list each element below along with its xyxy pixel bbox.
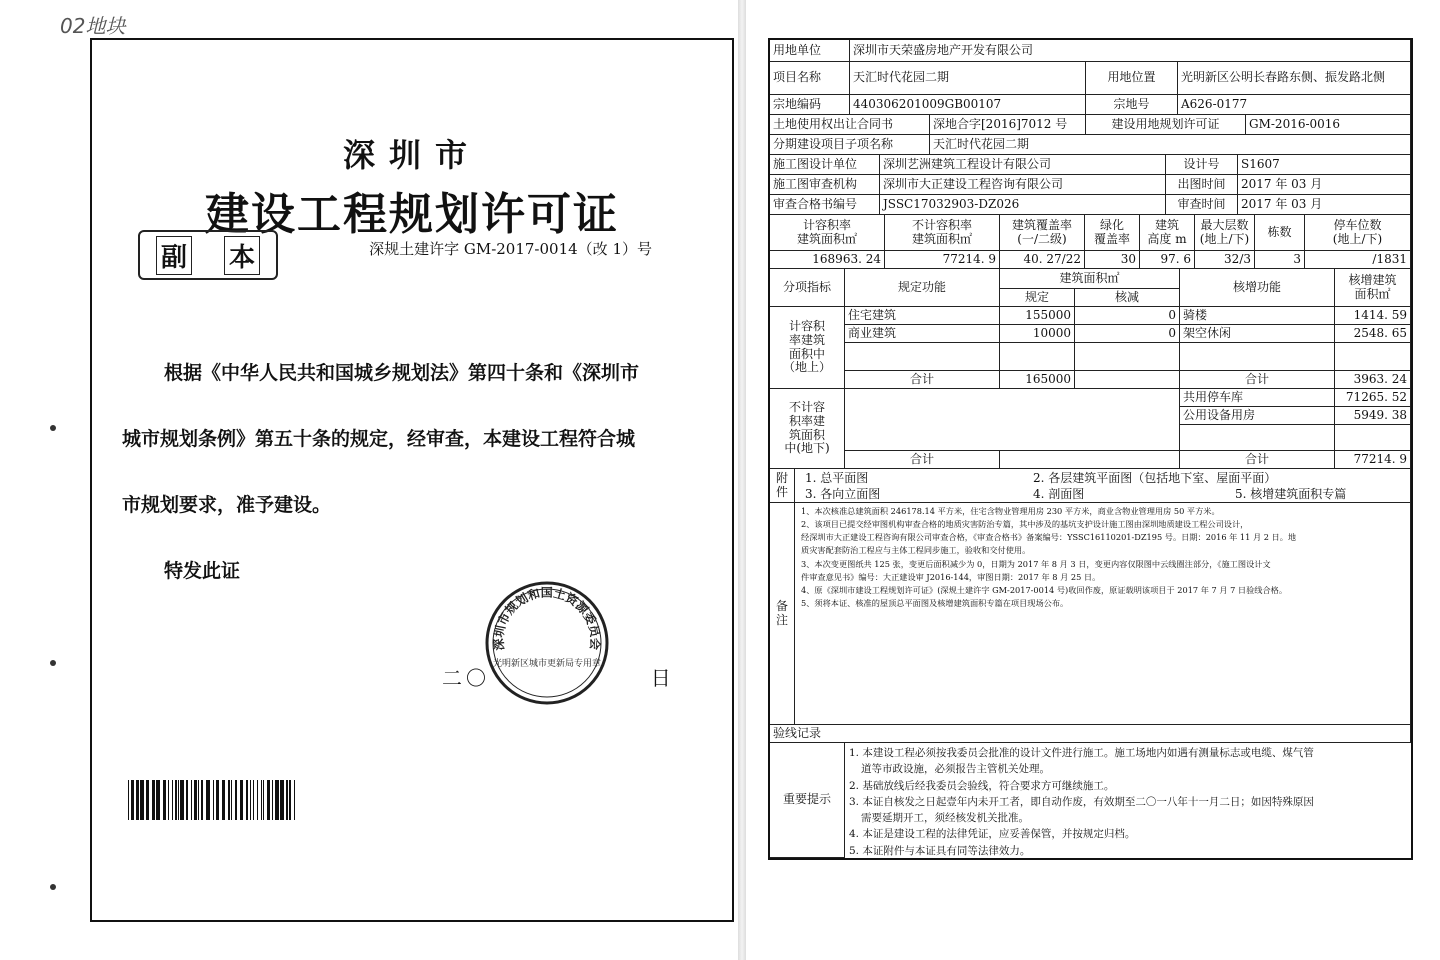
barcode-bar	[231, 780, 232, 820]
metric-header: 建筑覆盖率 (一/二级)	[1000, 215, 1085, 251]
area-cell: 共用停车库	[1180, 389, 1335, 407]
area-cell: 155000	[1000, 307, 1075, 325]
attach-label: 附 件	[770, 469, 795, 503]
barcode-bar	[267, 780, 270, 820]
date-prefix: 二〇	[442, 666, 490, 690]
remark-line: 4、原《深圳市建设工程规划许可证》(深规土建许字 GM-2017-0014 号)收回作废，原证载明该项目于 2017 年 7 月 7 日验线合格。	[801, 584, 1288, 595]
attachments-cell	[795, 469, 1411, 503]
barcode-bar	[175, 780, 177, 820]
label-cell: 土地使用权出让合同书	[770, 115, 930, 135]
remark-line: 经深圳市大正建设工程咨询有限公司审查合格，《审查合格书》备案编号：YSSC16110201-DZ195 号。日期：2016 年 11 月 2 日。地	[801, 532, 1297, 543]
tip-line: 2. 基础放线后经我委员会验线，符合要求方可继续施工。	[849, 779, 1115, 792]
value-cell: 2017 年 03 月	[1238, 175, 1411, 195]
barcode-bar	[168, 780, 169, 820]
barcode-bar	[140, 780, 144, 820]
certificate-frame	[90, 38, 734, 922]
barcode-bar	[146, 780, 149, 820]
punch-hole	[50, 660, 56, 666]
remark-line: 质灾害配套防治工程应与主体工程同步施工，验收和交付使用。	[801, 545, 1031, 556]
metric-header: 不计容积率 建筑面积㎡	[885, 215, 1000, 251]
label-cell: 项目名称	[770, 62, 850, 95]
body-line: 城市规划条例》第五十条的规定，经审查，本建设工程符合城	[122, 428, 636, 450]
attachment-item: 1. 总平面图	[805, 471, 869, 485]
tip-line: 需要延期开工，须经核发机关批准。	[861, 812, 1029, 825]
metric-value: 3	[1255, 251, 1305, 269]
area-cell: 1414. 59	[1335, 307, 1411, 325]
value-cell: S1607	[1238, 155, 1411, 175]
area-cell: 0	[1075, 325, 1180, 343]
area-total: 165000	[1000, 371, 1075, 389]
barcode-bar	[131, 780, 134, 820]
area-cell: 71265. 52	[1335, 389, 1411, 407]
area-total: 合计	[845, 451, 1000, 469]
area-total: 77214. 9	[1335, 451, 1411, 469]
barcode-bar	[289, 780, 291, 820]
page-fold	[738, 0, 746, 960]
barcode-bar	[178, 780, 179, 820]
area-cell: 2548. 65	[1335, 325, 1411, 343]
tip-line: 5. 本证附件与本证具有同等法律效力。	[849, 844, 1031, 857]
barcode-bar	[198, 780, 199, 820]
barcode-bar	[194, 780, 197, 820]
metric-header: 建筑 高度 m	[1140, 215, 1195, 251]
area-cell	[1000, 451, 1180, 469]
survey-label: 验线记录	[773, 725, 822, 740]
copy-stamp-char: 本	[224, 236, 260, 275]
copy-stamp-char: 副	[156, 236, 192, 275]
metric-header: 绿化 覆盖率	[1085, 215, 1140, 251]
official-seal	[484, 580, 610, 706]
label-cell: 宗地号	[1086, 95, 1178, 115]
value-cell: 深圳市大正建设工程咨询有限公司	[880, 175, 1166, 195]
label-cell: 审查合格书编号	[770, 195, 880, 215]
certificate-city: 深圳市	[342, 136, 481, 174]
label-cell: 宗地编码	[770, 95, 850, 115]
area-cell	[1335, 425, 1411, 451]
punch-hole	[50, 884, 56, 890]
metric-value: /1831	[1305, 251, 1411, 269]
barcode-bar	[186, 780, 188, 820]
metric-header: 停车位数 (地上/下)	[1305, 215, 1411, 251]
barcode-bar	[286, 780, 288, 820]
label-cell: 审查时间	[1166, 195, 1238, 215]
area-header: 规定	[1000, 289, 1075, 307]
area-cell: 0	[1075, 307, 1180, 325]
metric-value: 168963. 24	[770, 251, 885, 269]
metric-header: 计容积率 建筑面积㎡	[770, 215, 885, 251]
seal-inner-text: 光明新区城市更新局专用章	[492, 659, 602, 669]
area-cell	[1335, 343, 1411, 371]
remark-line: 5、须将本证、核准的屋顶总平面图及核增建筑面积专篇在项目现场公布。	[801, 597, 1069, 608]
svg-text:深圳市规划和国土资源委员会	[491, 585, 604, 651]
barcode-bar	[172, 780, 173, 820]
copy-stamp	[138, 230, 278, 280]
remark-line: 件审查意见书》编号：大正建设审 J2016-144，审图日期：2017 年 8 月 25 日。	[801, 571, 1101, 582]
remarks-cell	[795, 503, 1411, 725]
metric-value: 30	[1085, 251, 1140, 269]
barcode-bar	[222, 780, 225, 820]
tip-line: 3. 本证自核发之日起壹年内未开工者，即自动作废，有效期至二〇一八年十一月二日；如因特殊原因	[849, 795, 1314, 808]
form-page	[746, 0, 1440, 960]
metric-value: 77214. 9	[885, 251, 1000, 269]
barcode-bar	[280, 780, 284, 820]
value-cell: 2017 年 03 月	[1238, 195, 1411, 215]
area-cell	[1180, 425, 1335, 451]
metric-header: 最大层数 (地上/下)	[1195, 215, 1255, 251]
remark-line: 3、本次变更图纸共 125 张，变更后面积减少为 0，日期为 2017 年 8 月 3 日，变更内容仅限图中云线圈注部分，《施工图设计文	[801, 558, 1271, 569]
metric-value: 97. 6	[1140, 251, 1195, 269]
tip-line: 1. 本建设工程必须按我委员会批准的设计文件进行施工。施工场地内如遇有测量标志或电缆、煤气管	[849, 747, 1314, 759]
barcode-bar	[152, 780, 155, 820]
area-cell: 架空休闲	[1180, 325, 1335, 343]
value-cell: JSSC17032903-DZ026	[880, 195, 1166, 215]
barcode-bar	[240, 780, 243, 820]
certificate-body	[122, 340, 702, 604]
body-line: 根据《中华人民共和国城乡规划法》第四十条和《深圳市	[164, 362, 640, 384]
certificate-number: 深规土建许字 GM-2017-0014（改 1）号	[369, 240, 652, 258]
remark-line: 1、本次核准总建筑面积 246178.14 平方米，住宅含物业管理用房 230 平方米，商业含物业管理用房 50 平方米。	[801, 506, 1220, 516]
area-cell	[1075, 371, 1180, 389]
label-cell: 施工图审查机构	[770, 175, 880, 195]
barcode-bar	[253, 780, 254, 820]
area-header: 规定功能	[845, 269, 1000, 307]
barcode-bar	[257, 780, 258, 820]
barcode-bar	[191, 780, 192, 820]
barcode-bar	[128, 780, 129, 820]
date-suffix: 日	[650, 666, 675, 690]
metric-value: 40. 27/22	[1000, 251, 1085, 269]
label-cell: 建设用地规划许可证	[1086, 115, 1246, 135]
remarks-label: 备 注	[770, 503, 795, 725]
barcode-bar	[263, 780, 264, 820]
area-header: 建筑面积㎡	[1000, 269, 1180, 289]
label-cell: 用地位置	[1086, 62, 1178, 95]
metric-header: 栋数	[1255, 215, 1305, 251]
barcode-bar	[216, 780, 219, 820]
area-total: 合计	[1180, 451, 1335, 469]
label-cell: 出图时间	[1166, 175, 1238, 195]
area-group-label: 计容积 率建筑 面积中 （地上）	[770, 307, 845, 389]
punch-hole	[50, 425, 56, 431]
area-cell: 5949. 38	[1335, 407, 1411, 425]
barcode-bar	[156, 780, 160, 820]
value-cell: 440306201009GB00107	[850, 95, 1086, 115]
area-header: 核增建筑 面积㎡	[1335, 269, 1411, 307]
area-group-label: 不计容 积率建 筑面积 中(地下)	[770, 389, 845, 469]
barcode-bar	[163, 780, 166, 820]
attachment-item: 4. 剖面图	[1033, 487, 1085, 501]
barcode-bar	[213, 780, 214, 820]
tip-line: 道等市政设施，必须报告主管机关处理。	[861, 763, 1050, 776]
remark-line: 2、该项目已提交经审图机构审查合格的地质灾害防治专篇，其中涉及的基坑支护设计施工图由深圳地质建设工程公司设计，	[801, 519, 1249, 530]
value-cell: 深圳艺洲建筑工程设计有限公司	[880, 155, 1166, 175]
value-cell: 深圳市天荣盛房地产开发有限公司	[850, 40, 1411, 62]
barcode-image	[128, 780, 300, 820]
area-cell	[1075, 343, 1180, 371]
barcode-bar	[246, 780, 248, 820]
area-cell: 商业建筑	[845, 325, 1000, 343]
area-cell	[845, 389, 1180, 451]
permit-form-table	[768, 38, 1413, 860]
value-cell: A626-0177	[1178, 95, 1411, 115]
area-cell	[845, 343, 1000, 371]
area-cell: 10000	[1000, 325, 1075, 343]
body-line: 市规划要求，准予建设。	[122, 494, 332, 516]
area-cell: 公用设备用房	[1180, 407, 1335, 425]
label-cell: 设计号	[1166, 155, 1238, 175]
tips-label: 重要提示	[770, 743, 845, 858]
barcode-bar	[228, 780, 230, 820]
area-total: 合计	[845, 371, 1000, 389]
barcode-bar	[275, 780, 279, 820]
metric-value: 32/3	[1195, 251, 1255, 269]
survey-record-row	[770, 725, 1411, 743]
area-cell: 骑楼	[1180, 307, 1335, 325]
area-header: 分项指标	[770, 269, 845, 307]
attachment-item: 5. 核增建筑面积专篇	[1235, 487, 1347, 501]
value-cell: GM-2016-0016	[1246, 115, 1411, 135]
label-cell: 分期建设项目子项名称	[770, 135, 930, 155]
area-total: 3963. 24	[1335, 371, 1411, 389]
label-cell: 用地单位	[770, 40, 850, 62]
value-cell: 深地合字[2016]7012 号	[930, 115, 1086, 135]
barcode-bar	[201, 780, 203, 820]
attachment-item: 3. 各向立面图	[805, 487, 881, 501]
barcode-bar	[261, 780, 262, 820]
attachment-item: 2. 各层建筑平面图（包括地下室、屋面平面）	[1033, 471, 1277, 485]
handwritten-note: 02地块	[60, 14, 126, 38]
barcode-bar	[250, 780, 251, 820]
barcode-bar	[136, 780, 139, 820]
certificate-title: 建设工程规划许可证	[205, 189, 619, 240]
barcode-bar	[294, 780, 295, 820]
barcode-bar	[272, 780, 273, 820]
area-header: 核减	[1075, 289, 1180, 307]
tips-cell	[845, 743, 1411, 858]
area-total: 合计	[1180, 371, 1335, 389]
value-cell: 天汇时代花园二期	[930, 135, 1411, 155]
tip-line: 4. 本证是建设工程的法律凭证，应妥善保管，并按规定归档。	[849, 828, 1136, 841]
barcode-bar	[180, 780, 184, 820]
barcode-bar	[206, 780, 210, 820]
barcode-bar	[235, 780, 237, 820]
seal-text: 深圳市规划和国土资源委员会	[491, 585, 603, 651]
area-cell	[1180, 343, 1335, 371]
area-cell: 住宅建筑	[845, 307, 1000, 325]
label-cell: 施工图设计单位	[770, 155, 880, 175]
area-cell	[1000, 343, 1075, 371]
value-cell: 光明新区公明长春路东侧、振发路北侧	[1178, 62, 1411, 95]
body-line: 特发此证	[164, 560, 241, 582]
area-header: 核增功能	[1180, 269, 1335, 307]
value-cell: 天汇时代花园二期	[850, 62, 1086, 95]
